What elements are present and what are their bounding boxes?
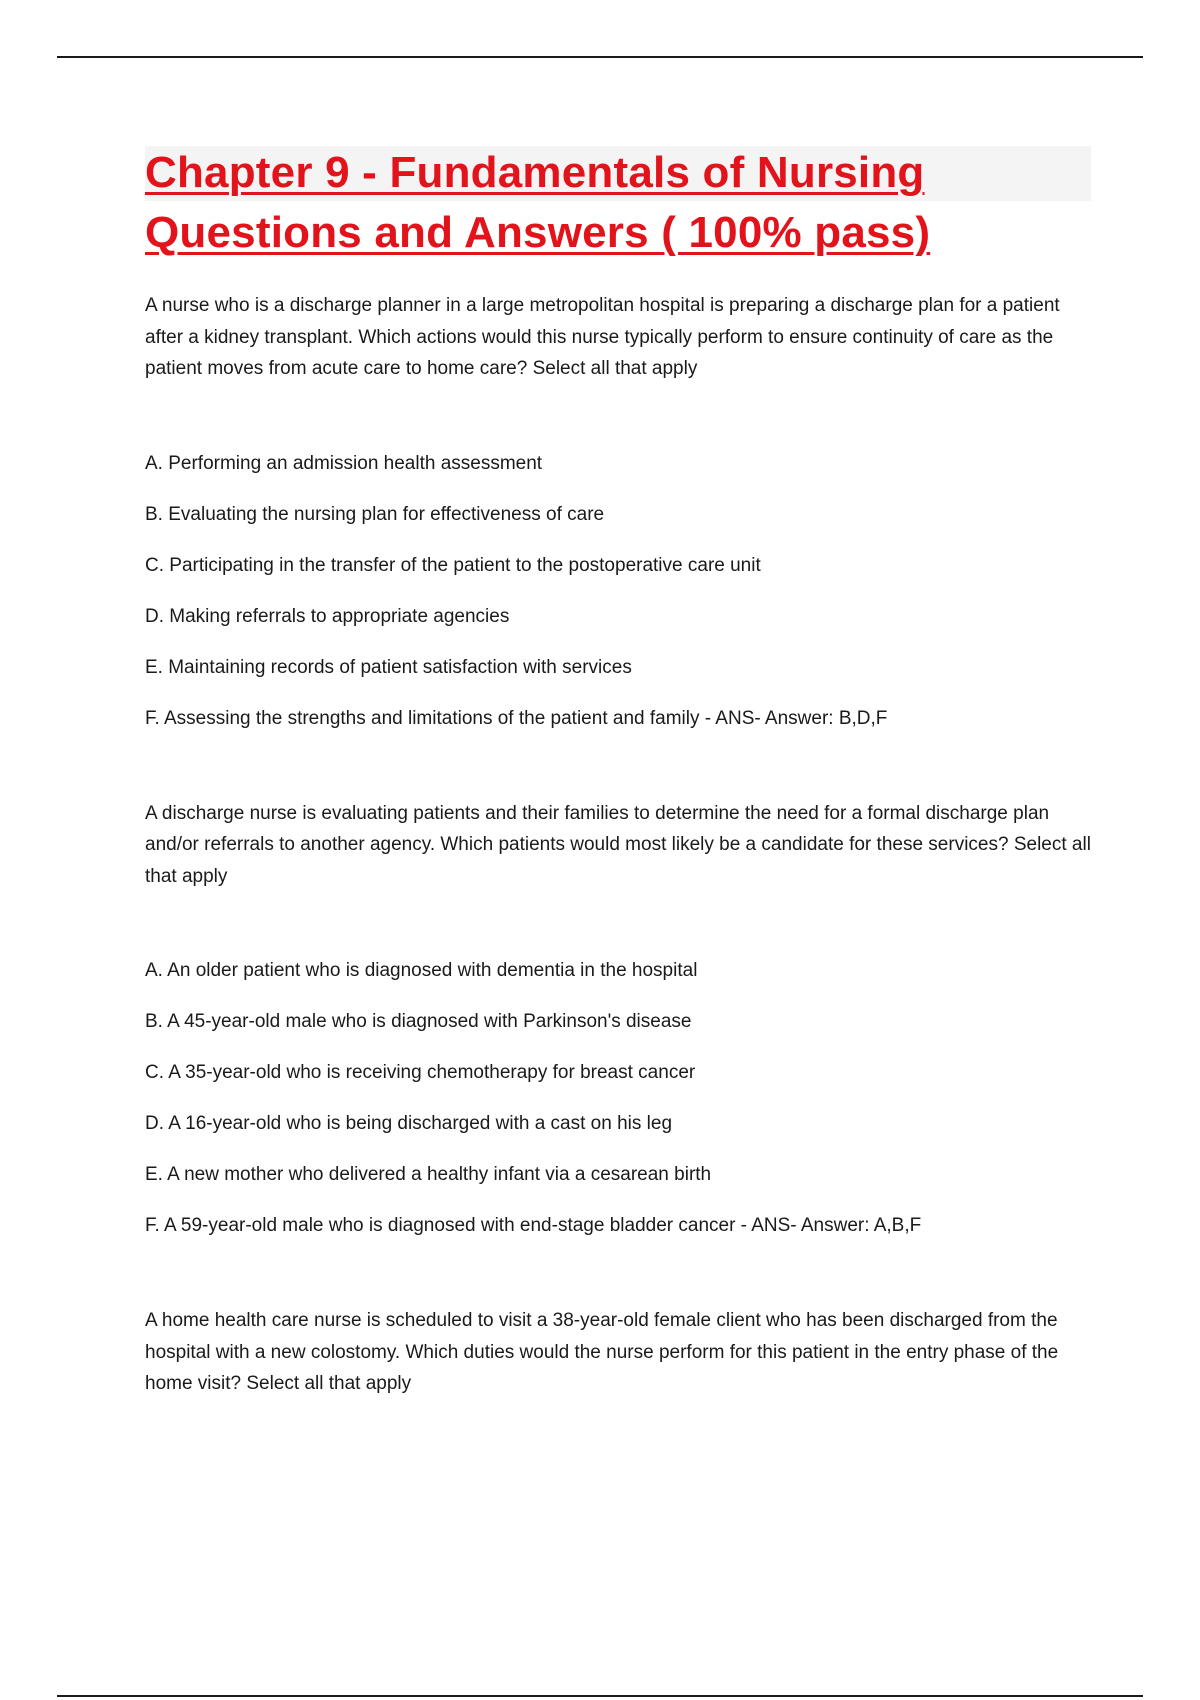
question-text: A nurse who is a discharge planner in a large metropolitan hospital is preparing a discharge plan for a patient after a kidney transplant. Which actions would this nurse typically perform to ensure continuity of care as the patient moves from acute care to home care? Select all that apply [145, 295, 1060, 379]
option-d: D. A 16-year-old who is being discharged with a cast on his leg [145, 1113, 673, 1134]
document-title [145, 143, 1091, 263]
question-text: A home health care nurse is scheduled to visit a 38-year-old female client who has been discharged from the hospital with a new colostomy. Which duties would the nurse perform for this patient in the entry phase of the home visit? Select all that apply [145, 1310, 1059, 1394]
title-line-1: Chapter 9 - Fundamentals of Nursing [145, 148, 925, 197]
page-bottom-rule [57, 1695, 1143, 1697]
option-b: B. A 45-year-old male who is diagnosed with Parkinson's disease [145, 1011, 692, 1032]
option-f-with-answer: F. Assessing the strengths and limitations of the patient and family - ANS- Answer: B,D,F [145, 707, 888, 729]
option-e: E. A new mother who delivered a healthy infant via a cesarean birth [145, 1164, 712, 1185]
title-line-2: Questions and Answers ( 100% pass) [145, 208, 931, 257]
question-text: A discharge nurse is evaluating patients and their families to determine the need for a formal discharge plan and/or referrals to another agency. Which patients would most likely be a candidate for these services? Select all that apply [145, 802, 1091, 887]
option-e: E. Maintaining records of patient satisfaction with services [145, 656, 632, 678]
question-block-1 [145, 290, 1095, 732]
option-d: D. Making referrals to appropriate agencies [145, 605, 510, 627]
option-a: A. Performing an admission health assessment [145, 452, 543, 474]
page-top-rule [57, 56, 1143, 58]
document-body [145, 290, 1095, 1466]
option-b: B. Evaluating the nursing plan for effectiveness of care [145, 503, 605, 525]
question-block-3 [145, 1305, 1095, 1400]
option-c: C. A 35-year-old who is receiving chemotherapy for breast cancer [145, 1062, 696, 1083]
option-f-with-answer: F. A 59-year-old male who is diagnosed with end-stage bladder cancer - ANS- Answer: A,B,F [145, 1215, 922, 1236]
answer-options [145, 958, 1095, 1239]
option-a: A. An older patient who is diagnosed with dementia in the hospital [145, 960, 698, 981]
answer-options [145, 451, 1095, 732]
option-c: C. Participating in the transfer of the patient to the postoperative care unit [145, 554, 761, 576]
question-block-2 [145, 798, 1095, 1240]
